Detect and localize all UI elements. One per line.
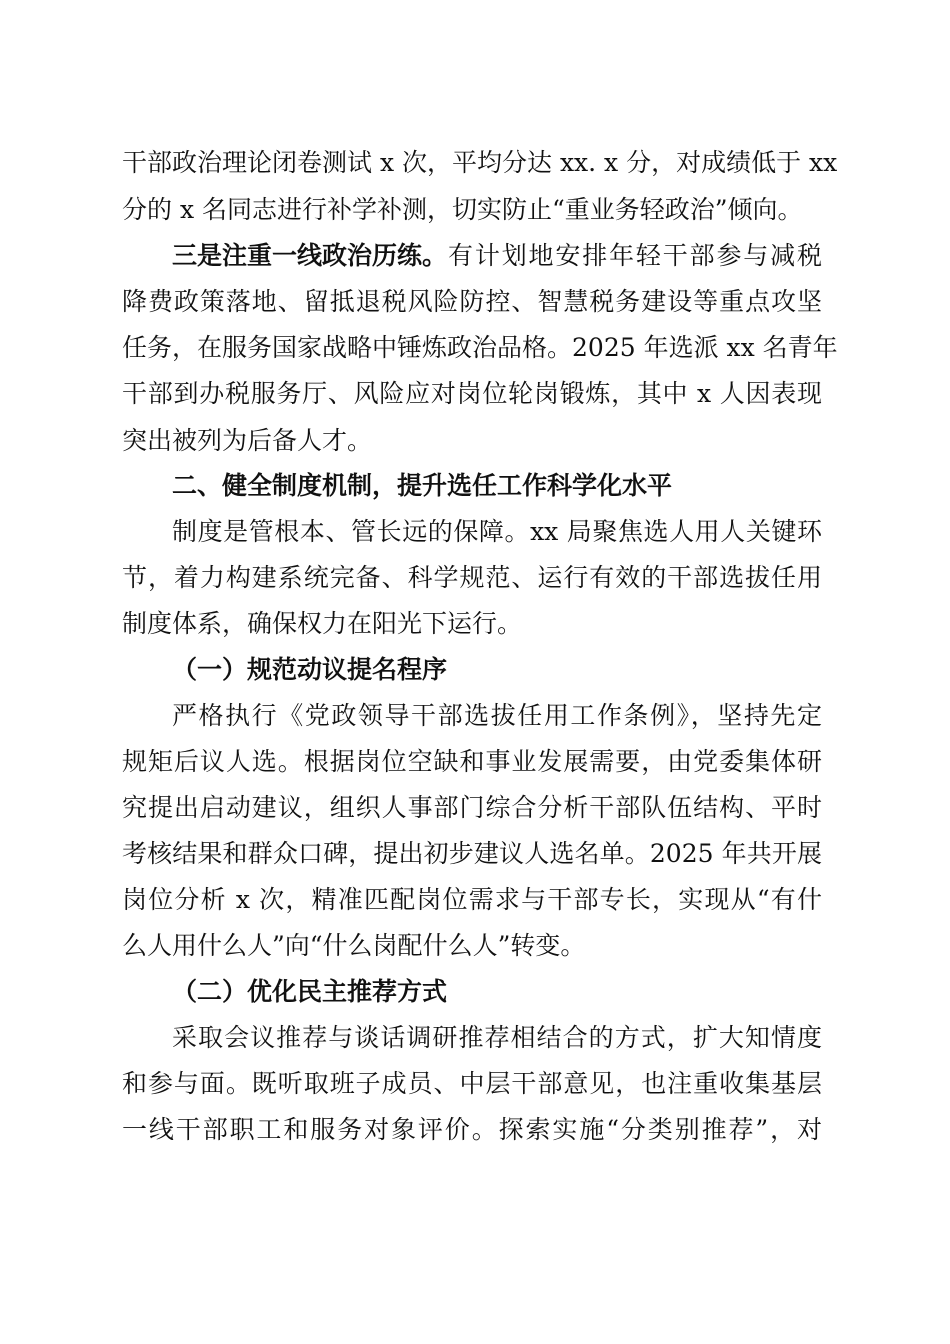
line-text: 干部政治理论闭卷测试 x 次，平均分达 xx. x 分，对成绩低于 xx [122,148,838,177]
line-text: 任务，在服务国家战略中锤炼政治品格。2025 年选派 xx 名青年 [122,333,838,362]
subsection-heading-text: （二）优化民主推荐方式 [172,977,448,1006]
text-line [0,924,950,968]
text-line [0,602,950,646]
subsection-heading-text: （一）规范动议提名程序 [172,655,448,684]
paragraph-lead-phrase: 三是注重一线政治历练。 [172,241,448,270]
line-text: 究提出启动建议，组织人事部门综合分析干部队伍结构、平时 [122,793,822,822]
line-text: 节，着力构建系统完备、科学规范、运行有效的干部选拔任用 [122,563,822,592]
text-line [0,832,950,876]
paragraph-first-line [0,1016,950,1060]
line-text: 一线干部职工和服务对象评价。探索实施“分类别推荐”，对 [122,1115,822,1144]
line-text: 制度是管根本、管长远的保障。xx 局聚焦选人用人关键环 [172,517,822,546]
line-text: 有计划地安排年轻干部参与减税 [448,241,822,270]
text-line [0,1108,950,1152]
line-text: 干部到办税服务厅、风险应对岗位轮岗锻炼，其中 x 人因表现 [122,379,822,408]
paragraph-first-line [0,510,950,554]
paragraph-first-line [0,234,950,278]
section-heading [0,464,950,508]
line-text: 严格执行《党政领导干部选拔任用工作条例》，坚持先定 [172,701,822,730]
text-line [0,326,950,370]
line-text: 采取会议推荐与谈话调研推荐相结合的方式，扩大知情度 [172,1023,822,1052]
subsection-heading [0,970,950,1014]
line-text: 分的 x 名同志进行补学补测，切实防止“重业务轻政治”倾向。 [122,195,803,224]
line-text: 和参与面。既听取班子成员、中层干部意见，也注重收集基层 [122,1069,822,1098]
text-line [0,188,950,232]
line-text: 规矩后议人选。根据岗位空缺和事业发展需要，由党委集体研 [122,747,822,776]
text-line [0,280,950,324]
section-heading-text: 二、健全制度机制，提升选任工作科学化水平 [172,471,673,500]
text-line [0,786,950,830]
text-line [0,419,950,463]
text-line [0,556,950,600]
text-line [0,372,950,416]
subsection-heading [0,648,950,692]
line-text: 降费政策落地、留抵退税风险防控、智慧税务建设等重点攻坚 [122,287,822,316]
text-line [0,878,950,922]
paragraph-first-line [0,694,950,738]
text-line [0,141,950,185]
text-line [0,1062,950,1106]
line-text: 制度体系，确保权力在阳光下运行。 [122,609,523,638]
line-text: 么人用什么人”向“什么岗配什么人”转变。 [122,931,586,960]
text-line [0,740,950,784]
line-text: 考核结果和群众口碑，提出初步建议人选名单。2025 年共开展 [122,839,822,868]
line-text: 突出被列为后备人才。 [122,426,373,455]
line-text: 岗位分析 x 次，精准匹配岗位需求与干部专长，实现从“有什 [122,885,822,914]
